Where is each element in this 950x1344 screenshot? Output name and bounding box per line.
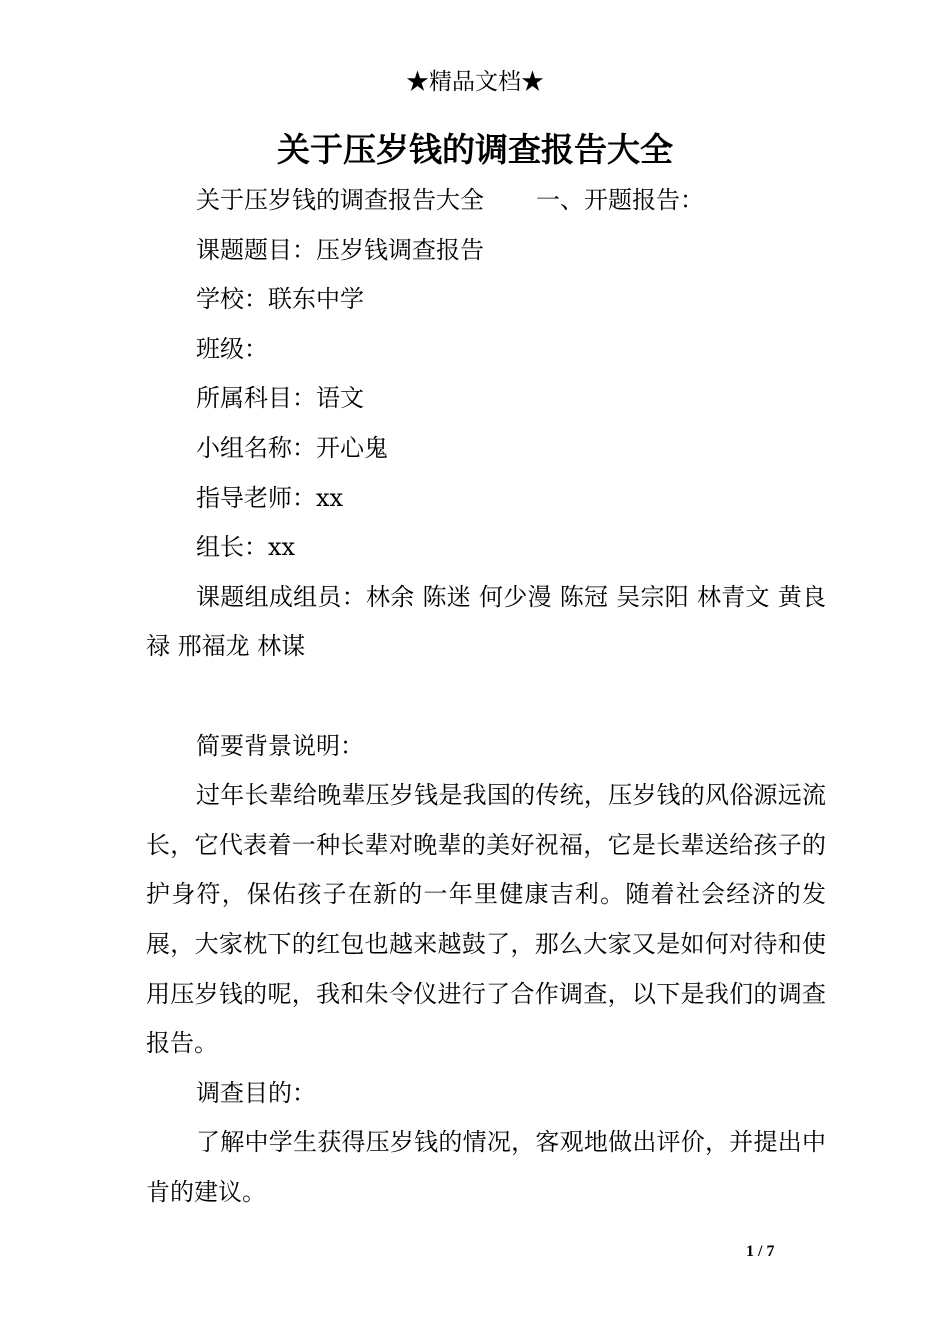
purpose-paragraph: 了解中学生获得压岁钱的情况，客观地做出评价，并提出中肯的建议。 (146, 1128, 826, 1206)
intro-left: 关于压岁钱的调查报告大全 (196, 186, 484, 214)
background-heading: 简要背景说明： (196, 731, 364, 760)
field-subject: 所属科目：语文 (196, 384, 364, 413)
field-topic: 课题题目：压岁钱调查报告 (196, 235, 484, 264)
background-paragraph: 过年长辈给晚辈压岁钱是我国的传统，压岁钱的风俗源远流长，它代表着一种长辈对晚辈的美好祝福，它是长辈送给孩子的护身符，保佑孩子在新的一年里健康吉利。随着社会经济的发展，大家枕下的红包也越来越鼓了，那么大家又是如何对待和使用压岁钱的呢，我和朱令仪进行了合作调查，以下是我们的调查报告。 (146, 781, 826, 1058)
purpose-heading: 调查目的： (196, 1078, 316, 1107)
field-school: 学校：联东中学 (196, 285, 364, 314)
document-header: ★精品文档★ (406, 69, 544, 95)
blank-line (146, 672, 826, 722)
field-class: 班级： (196, 334, 268, 363)
field-members: 课题组成组员：林余 陈迷 何少漫 陈冠 吴宗阳 林青文 黄良禄 邢福龙 林谋 (146, 582, 826, 661)
field-leader: 组长：xx (196, 533, 296, 562)
intro-line (146, 176, 826, 226)
field-group-name: 小组名称：开心鬼 (196, 433, 388, 462)
field-teacher: 指导老师：xx (196, 483, 344, 512)
page-number: 1 / 7 (746, 1243, 775, 1260)
document-title: 关于压岁钱的调查报告大全 (277, 130, 673, 169)
document-body (146, 176, 826, 1217)
intro-right: 一、开题报告： (536, 186, 704, 214)
